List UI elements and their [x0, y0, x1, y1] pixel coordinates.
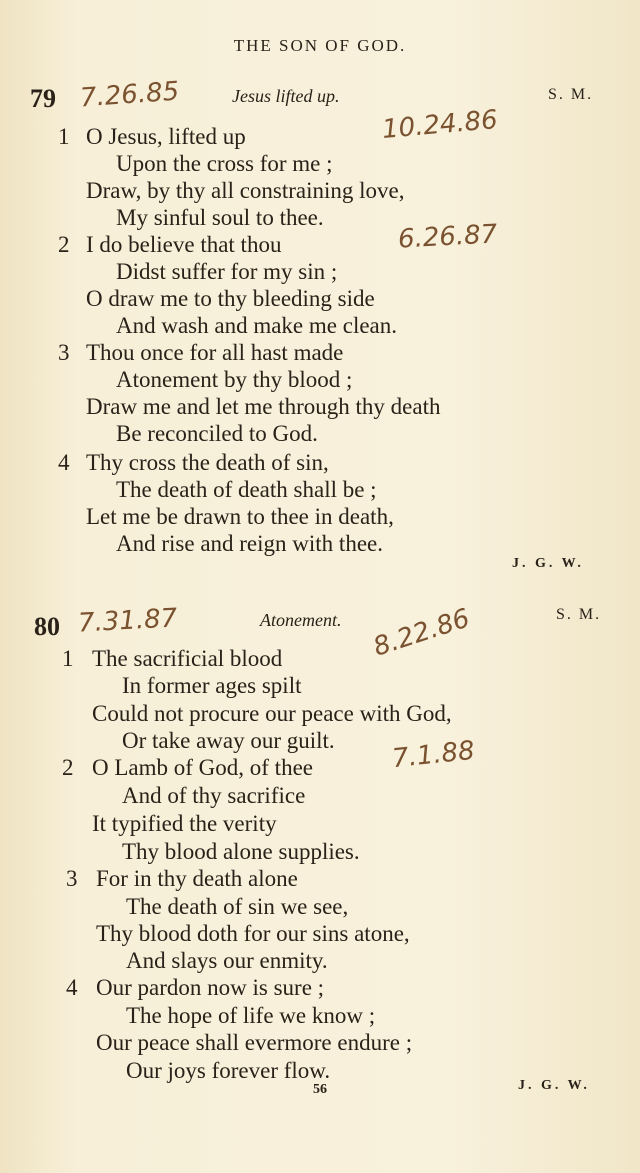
verse-line: The sacrificial blood: [92, 646, 283, 671]
verse-line: The death of death shall be ;: [116, 477, 377, 502]
verse-line: Didst suffer for my sin ;: [116, 259, 338, 284]
verse-line: Atonement by thy blood ;: [116, 367, 353, 392]
handwritten-date: 7.31.87: [77, 603, 178, 639]
hymn-title: Jesus lifted up.: [232, 86, 340, 106]
verse-line: Draw, by thy all constraining love,: [86, 178, 405, 203]
hymn-title: Atonement.: [260, 610, 342, 630]
verse-line: The death of sin we see,: [126, 894, 349, 919]
verse-line: I do believe that thou: [86, 232, 282, 257]
verse-line: Draw me and let me through thy death: [86, 394, 441, 419]
verse-line: And slays our enmity.: [126, 948, 328, 973]
verse-line: O Lamb of God, of thee: [92, 755, 313, 780]
verse-line: Our peace shall evermore endure ;: [96, 1030, 413, 1055]
verse-number: 4: [58, 450, 70, 475]
handwritten-date: 10.24.86: [380, 105, 499, 145]
verse-line: In former ages spilt: [122, 673, 302, 698]
verse-line: Our pardon now is sure ;: [96, 975, 325, 1000]
hymn-author: J. G. W.: [512, 556, 584, 571]
verse-line: Thy blood alone supplies.: [122, 839, 360, 864]
page-header: THE SON OF GOD.: [233, 36, 407, 55]
verse-line: Could not procure our peace with God,: [92, 701, 452, 726]
handwritten-date: 6.26.87: [397, 219, 498, 255]
page-number: 56: [313, 1082, 327, 1097]
verse-line: And of thy sacrifice: [122, 783, 306, 808]
verse-line: Thou once for all hast made: [86, 340, 344, 365]
verse-line: Upon the cross for me ;: [116, 151, 333, 176]
handwritten-date: 7.26.85: [79, 76, 181, 114]
verse-line: O Jesus, lifted up: [86, 124, 246, 149]
verse-line: My sinful soul to thee.: [116, 205, 324, 230]
verse-number: 2: [62, 755, 74, 780]
hymn-author: J. G. W.: [518, 1078, 590, 1093]
verse-line: Thy cross the death of sin,: [86, 450, 329, 475]
handwritten-date: 7.1.88: [390, 735, 477, 775]
verse-line: For in thy death alone: [96, 866, 298, 891]
verse-line: The hope of life we know ;: [126, 1003, 376, 1028]
verse-line: Our joys forever flow.: [126, 1058, 331, 1083]
verse-line: And rise and reign with thee.: [116, 531, 383, 556]
verse-line: Or take away our guilt.: [122, 728, 335, 753]
verse-number: 3: [66, 866, 78, 891]
verse-line: It typified the verity: [92, 811, 277, 836]
verse-line: Let me be drawn to thee in death,: [86, 504, 394, 529]
hymn-meter: S. M.: [556, 606, 602, 623]
hymn-number: 80: [34, 612, 60, 641]
verse-number: 2: [58, 232, 70, 257]
handwritten-date: 8.22.86: [369, 603, 474, 663]
verse-number: 1: [62, 646, 74, 671]
verse-number: 3: [58, 340, 70, 365]
verse-number: 1: [58, 124, 70, 149]
hymn-meter: S. M.: [548, 86, 594, 103]
verse-number: 4: [66, 975, 78, 1000]
hymn-number: 79: [30, 84, 56, 113]
verse-line: Be reconciled to God.: [116, 421, 318, 446]
verse-line: Thy blood doth for our sins atone,: [96, 921, 410, 946]
verse-line: O draw me to thy bleeding side: [86, 286, 375, 311]
verse-line: And wash and make me clean.: [116, 313, 398, 338]
